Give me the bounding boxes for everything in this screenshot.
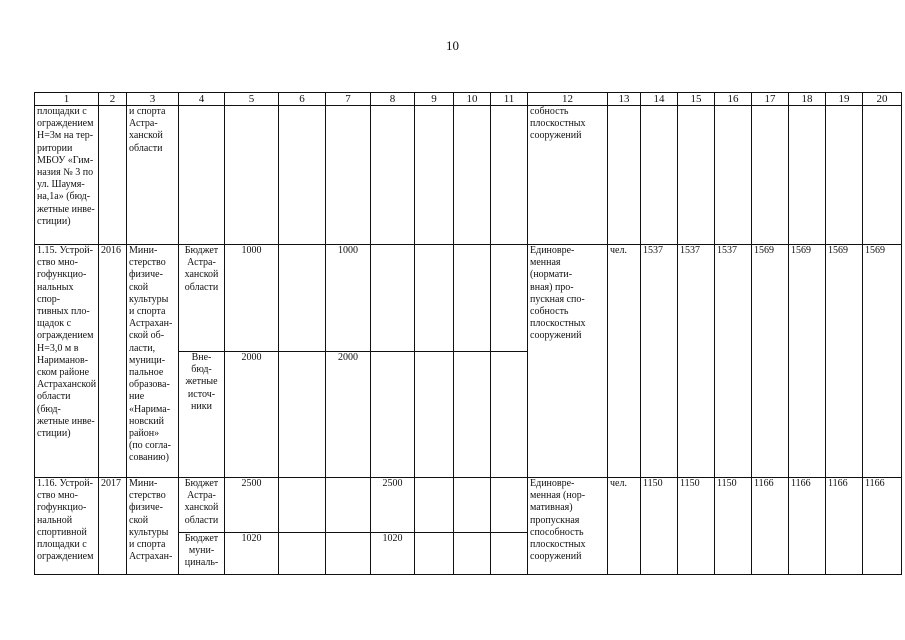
cell-value: 1569 [789,245,826,478]
cell-value: 1166 [789,478,826,575]
col-header: 11 [491,93,528,106]
cell [279,352,326,478]
cell-amount: 2000 [326,352,371,478]
cell-indicator: Единовре- менная (нор- мативная) пропускная способность плоскостных сооружений [528,478,608,575]
cell [454,245,491,352]
cell [789,106,826,245]
cell [415,245,454,352]
cell-funding-source: Бюджет муни- циналь- [179,533,225,575]
col-header: 15 [678,93,715,106]
cell-value: 1537 [715,245,752,478]
col-header: 19 [826,93,863,106]
cell-year: 2017 [99,478,127,575]
cell-object-name: 1.15. Устрой- ство мно- гофункцио- нальных спор- тивных пло- щадок с ограждением Н=3,0 м в Нариманов- ском районе Астраханской области (бюд- жетные инве- стиции) [35,245,99,478]
col-header: 6 [279,93,326,106]
cell [678,106,715,245]
cell [491,478,528,533]
cell-unit: чел. [608,478,641,575]
cell-value: 1150 [678,478,715,575]
cell [715,106,752,245]
cell-executor: и спорта Астра- ханской области [127,106,179,245]
cell [608,106,641,245]
cell [491,533,528,575]
cell [454,106,491,245]
col-header: 2 [99,93,127,106]
cell [279,533,326,575]
cell-value: 1569 [863,245,902,478]
cell-value: 1150 [715,478,752,575]
col-header: 17 [752,93,789,106]
cell [371,106,415,245]
col-header: 1 [35,93,99,106]
cell [415,533,454,575]
cell [279,245,326,352]
cell-value: 1150 [641,478,678,575]
cell-funding-source: Бюджет Астра- ханской области [179,478,225,533]
cell [326,533,371,575]
cell-object-name: 1.16. Устрой- ство мно- гофункцио- нальной спортивной площадки с ограждением [35,478,99,575]
cell [99,106,127,245]
col-header: 13 [608,93,641,106]
col-header: 4 [179,93,225,106]
cell [863,106,902,245]
col-header: 18 [789,93,826,106]
cell [179,106,225,245]
col-header: 12 [528,93,608,106]
cell-value: 1569 [826,245,863,478]
cell [326,106,371,245]
cell [491,245,528,352]
cell [491,106,528,245]
cell-value: 1537 [641,245,678,478]
cell-value: 1166 [752,478,789,575]
cell-unit: чел. [608,245,641,478]
cell [454,478,491,533]
cell [371,352,415,478]
cell [326,478,371,533]
cell [491,352,528,478]
table-row-1-15 [35,245,902,352]
cell-total: 1000 [225,245,279,352]
cell-total: 2500 [225,478,279,533]
table-row-continued [35,106,902,245]
cell-value: 1537 [678,245,715,478]
cell [752,106,789,245]
cell [415,478,454,533]
cell-funding-source: Вне- бюд- жетные источ- ники [179,352,225,478]
cell-value: 1569 [752,245,789,478]
cell-year: 2016 [99,245,127,478]
cell-indicator: Единовре- менная (нормати- вная) про- пускная спо- собность плоскостных сооружений [528,245,608,478]
col-header: 3 [127,93,179,106]
cell-total: 1020 [225,533,279,575]
cell [454,352,491,478]
cell [641,106,678,245]
cell-value: 1166 [826,478,863,575]
page-number: 10 [446,38,459,53]
cell-value: 1166 [863,478,902,575]
cell [826,106,863,245]
col-header: 16 [715,93,752,106]
col-header: 7 [326,93,371,106]
data-table [34,92,902,575]
cell-object-name: площадки с ограждением Н=3м на тер- ритории МБОУ «Гим- назия № 3 по ул. Шаумя- на,1а» (бюд- жетные инве- стиции) [35,106,99,245]
cell-amount: 1000 [326,245,371,352]
table-row-1-16 [35,478,902,533]
cell [371,245,415,352]
cell-executor: Мини- стерство физиче- ской культуры и спорта Астрахан- [127,478,179,575]
cell-amount: 1020 [371,533,415,575]
cell [415,106,454,245]
col-header: 20 [863,93,902,106]
cell [279,106,326,245]
cell-executor: Мини- стерство физиче- ской культуры и спорта Астрахан- ской об- ласти, муници- пальное образова- ние «Нарима- новский район» (по согла- сованию) [127,245,179,478]
cell [454,533,491,575]
col-header: 10 [454,93,491,106]
col-header: 14 [641,93,678,106]
col-header: 8 [371,93,415,106]
cell-indicator: собность плоскостных сооружений [528,106,608,245]
cell [279,478,326,533]
col-header: 5 [225,93,279,106]
cell-amount: 2500 [371,478,415,533]
column-number-row [35,93,902,106]
cell [415,352,454,478]
cell-total: 2000 [225,352,279,478]
cell-funding-source: Бюджет Астра- ханской области [179,245,225,352]
col-header: 9 [415,93,454,106]
cell [225,106,279,245]
